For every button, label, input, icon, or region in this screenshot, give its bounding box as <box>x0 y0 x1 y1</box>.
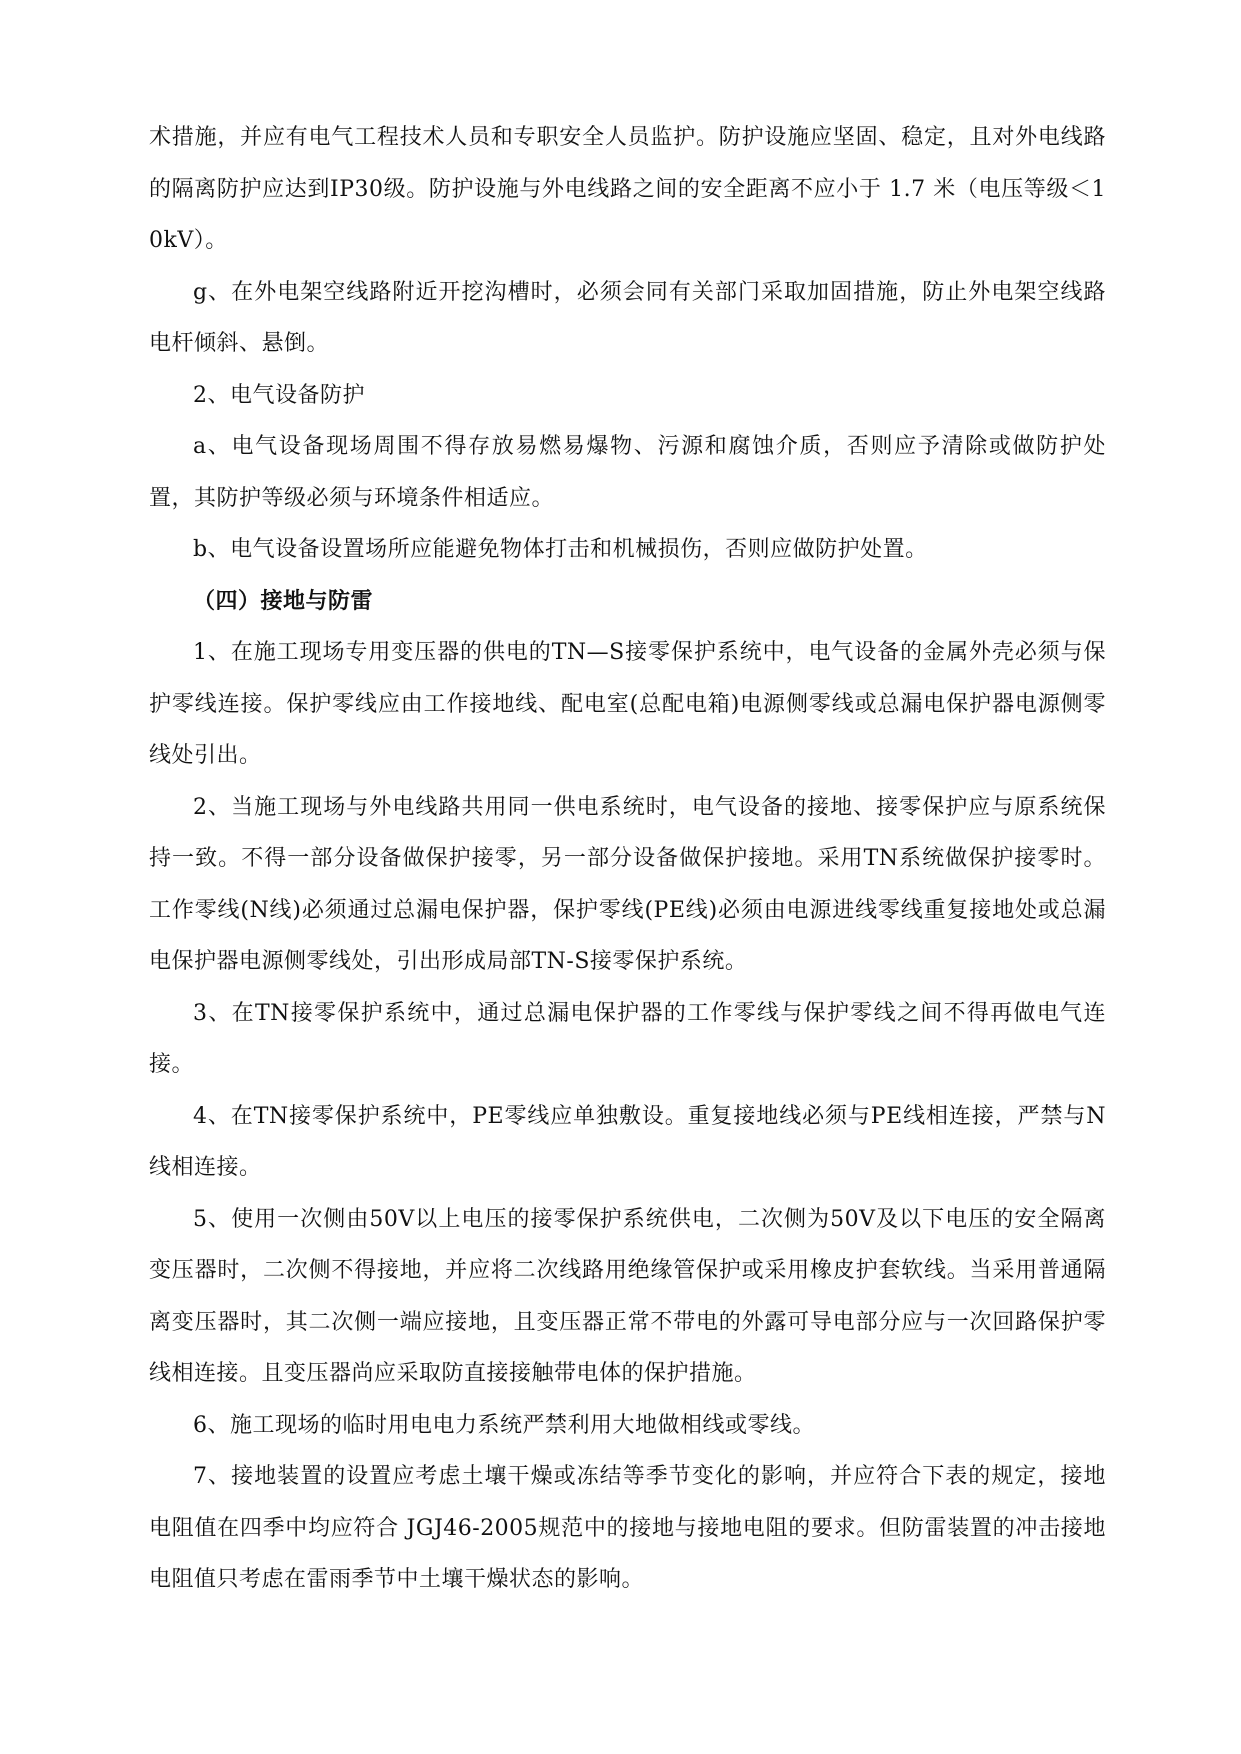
paragraph-item-2: 2、当施工现场与外电线路共用同一供电系统时，电气设备的接地、接零保护应与原系统保持一致。不得一部分设备做保护接零，另一部分设备做保护接地。采用TN系统做保护接零时。工作零线(N线)必须通过总漏电保护器，保护零线(PE线)必须由电源进线零线重复接地处或总漏电保护器电源侧零线处，引出形成局部TN-S接零保护系统。 <box>149 794 1106 974</box>
paragraph-item-b: b、电气设备设置场所应能避免物体打击和机械损伤，否则应做防护处置。 <box>193 537 928 562</box>
document-body <box>149 112 1106 1606</box>
paragraph-item-4: 4、在TN接零保护系统中，PE零线应单独敷设。重复接地线必须与PE线相连接，严禁与N线相连接。 <box>149 1103 1106 1180</box>
paragraph-item-6: 6、施工现场的临时用电电力系统严禁利用大地做相线或零线。 <box>193 1412 815 1438</box>
paragraph-item-3: 3、在TN接零保护系统中，通过总漏电保护器的工作零线与保护零线之间不得再做电气连接。 <box>149 1000 1106 1077</box>
section-heading-grounding-lightning: （四）接地与防雷 <box>193 587 374 614</box>
paragraph-continuation: 术措施，并应有电气工程技术人员和专职安全人员监护。防护设施应坚固、稳定，且对外电线路的隔离防护应达到IP30级。防护设施与外电线路之间的安全距离不应小于 1.7 米（电压等级＜10kV）。 <box>149 125 1106 253</box>
section-heading-electrical-equipment-protection: 2、电气设备防护 <box>193 382 365 408</box>
paragraph-item-1: 1、在施工现场专用变压器的供电的TN—S接零保护系统中，电气设备的金属外壳必须与保护零线连接。保护零线应由工作接地线、配电室(总配电箱)电源侧零线或总漏电保护器电源侧零线处引出。 <box>149 640 1106 768</box>
paragraph-item-g: g、在外电架空线路附近开挖沟槽时，必须会同有关部门采取加固措施，防止外电架空线路电杆倾斜、悬倒。 <box>149 279 1106 356</box>
paragraph-item-a: a、电气设备现场周围不得存放易燃易爆物、污源和腐蚀介质，否则应予清除或做防护处置，其防护等级必须与环境条件相适应。 <box>149 434 1106 511</box>
paragraph-item-5: 5、使用一次侧由50V以上电压的接零保护系统供电，二次侧为50V及以下电压的安全隔离变压器时，二次侧不得接地，并应将二次线路用绝缘管保护或采用橡皮护套软线。当采用普通隔离变压器时，其二次侧一端应接地，且变压器正常不带电的外露可导电部分应与一次回路保护零线相连接。且变压器尚应采取防直接接触带电体的保护措施。 <box>149 1206 1106 1386</box>
paragraph-item-7: 7、接地装置的设置应考虑土壤干燥或冻结等季节变化的影响，并应符合下表的规定，接地电阻值在四季中均应符合 JGJ46-2005规范中的接地与接地电阻的要求。但防雷装置的冲击接地电阻值只考虑在雷雨季节中土壤干燥状态的影响。 <box>149 1464 1106 1592</box>
